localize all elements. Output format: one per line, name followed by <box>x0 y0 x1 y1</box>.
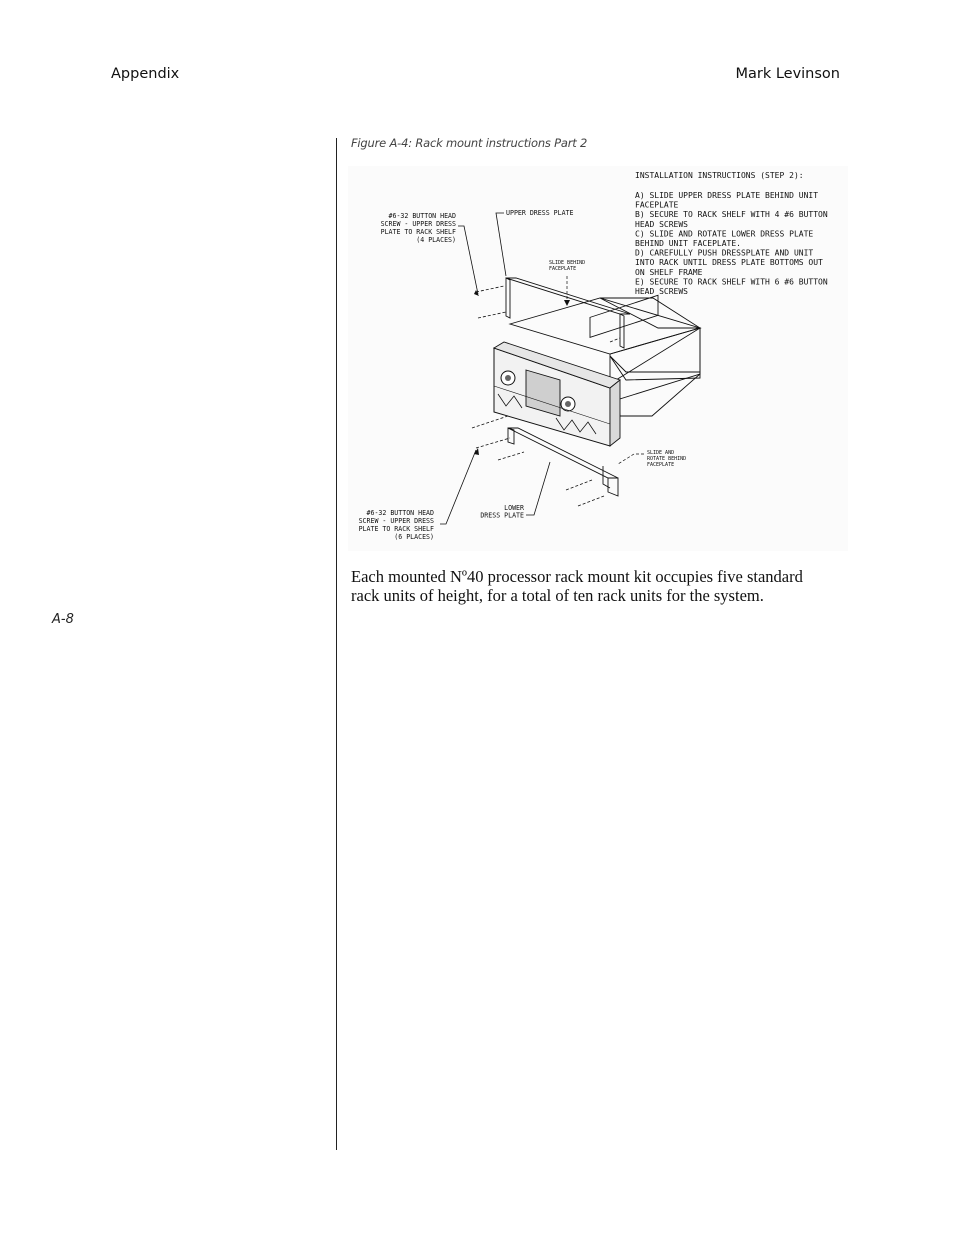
upper-screw-callout-line: #6-32 BUTTON HEAD <box>388 212 456 220</box>
upper-screw-callout-line: (4 PLACES) <box>416 236 456 244</box>
instruction-line: A) SLIDE UPPER DRESS PLATE BEHIND UNIT <box>635 191 819 200</box>
instruction-line: ON SHELF FRAME <box>635 267 703 277</box>
running-header-section: Appendix <box>111 66 180 82</box>
slide-rotate-callout-line: SLIDE AND <box>647 450 675 456</box>
lower-screw-callout-line: SCREW - UPPER DRESS <box>358 517 434 525</box>
margin-rule <box>336 138 337 1150</box>
lower-screw-callout-line: #6-32 BUTTON HEAD <box>366 509 434 517</box>
slide-behind-callout-line: FACEPLATE <box>549 266 577 272</box>
instruction-line: E) SECURE TO RACK SHELF WITH 6 #6 BUTTON <box>635 277 828 287</box>
body-paragraph: Each mounted Nº40 processor rack mount kit occupies five standard rack units of height, for a total of ten rack units for the system. <box>351 567 803 605</box>
instruction-line: B) SECURE TO RACK SHELF WITH 4 #6 BUTTON <box>635 210 828 220</box>
figure-caption: Figure A-4: Rack mount instructions Part 2 <box>351 136 588 150</box>
lower-screw-callout-line: (6 PLACES) <box>394 533 434 541</box>
lower-plate-callout-line: LOWER <box>504 504 524 512</box>
instruction-line: HEAD SCREWS <box>635 219 688 229</box>
upper-screw-callout-line: PLATE TO RACK SHELF <box>380 228 456 236</box>
slide-rotate-callout-line: ROTATE BEHIND <box>647 456 687 462</box>
slide-behind-callout-line: SLIDE BEHIND <box>549 260 586 266</box>
running-header-title: Mark Levinson <box>735 66 840 82</box>
instructions-title: INSTALLATION INSTRUCTIONS (STEP 2): <box>635 171 804 180</box>
instruction-line: D) CAREFULLY PUSH DRESSPLATE AND UNIT <box>635 248 814 258</box>
page-number: A-8 <box>52 612 74 627</box>
slide-rotate-callout-line: FACEPLATE <box>647 462 675 468</box>
instruction-line: C) SLIDE AND ROTATE LOWER DRESS PLATE <box>635 229 814 239</box>
upper-plate-label: UPPER DRESS PLATE <box>506 209 574 217</box>
instruction-line: HEAD SCREWS <box>635 287 688 296</box>
lower-screw-callout-line: PLATE TO RACK SHELF <box>358 525 434 533</box>
upper-screw-callout-line: SCREW - UPPER DRESS <box>380 220 456 228</box>
rack-mount-diagram <box>348 166 848 551</box>
instruction-line: FACEPLATE <box>635 200 679 210</box>
instruction-line: INTO RACK UNTIL DRESS PLATE BOTTOMS OUT <box>635 258 823 268</box>
lower-plate-callout-line: DRESS PLATE <box>480 511 524 520</box>
instruction-line: BEHIND UNIT FACEPLATE. <box>635 239 741 248</box>
